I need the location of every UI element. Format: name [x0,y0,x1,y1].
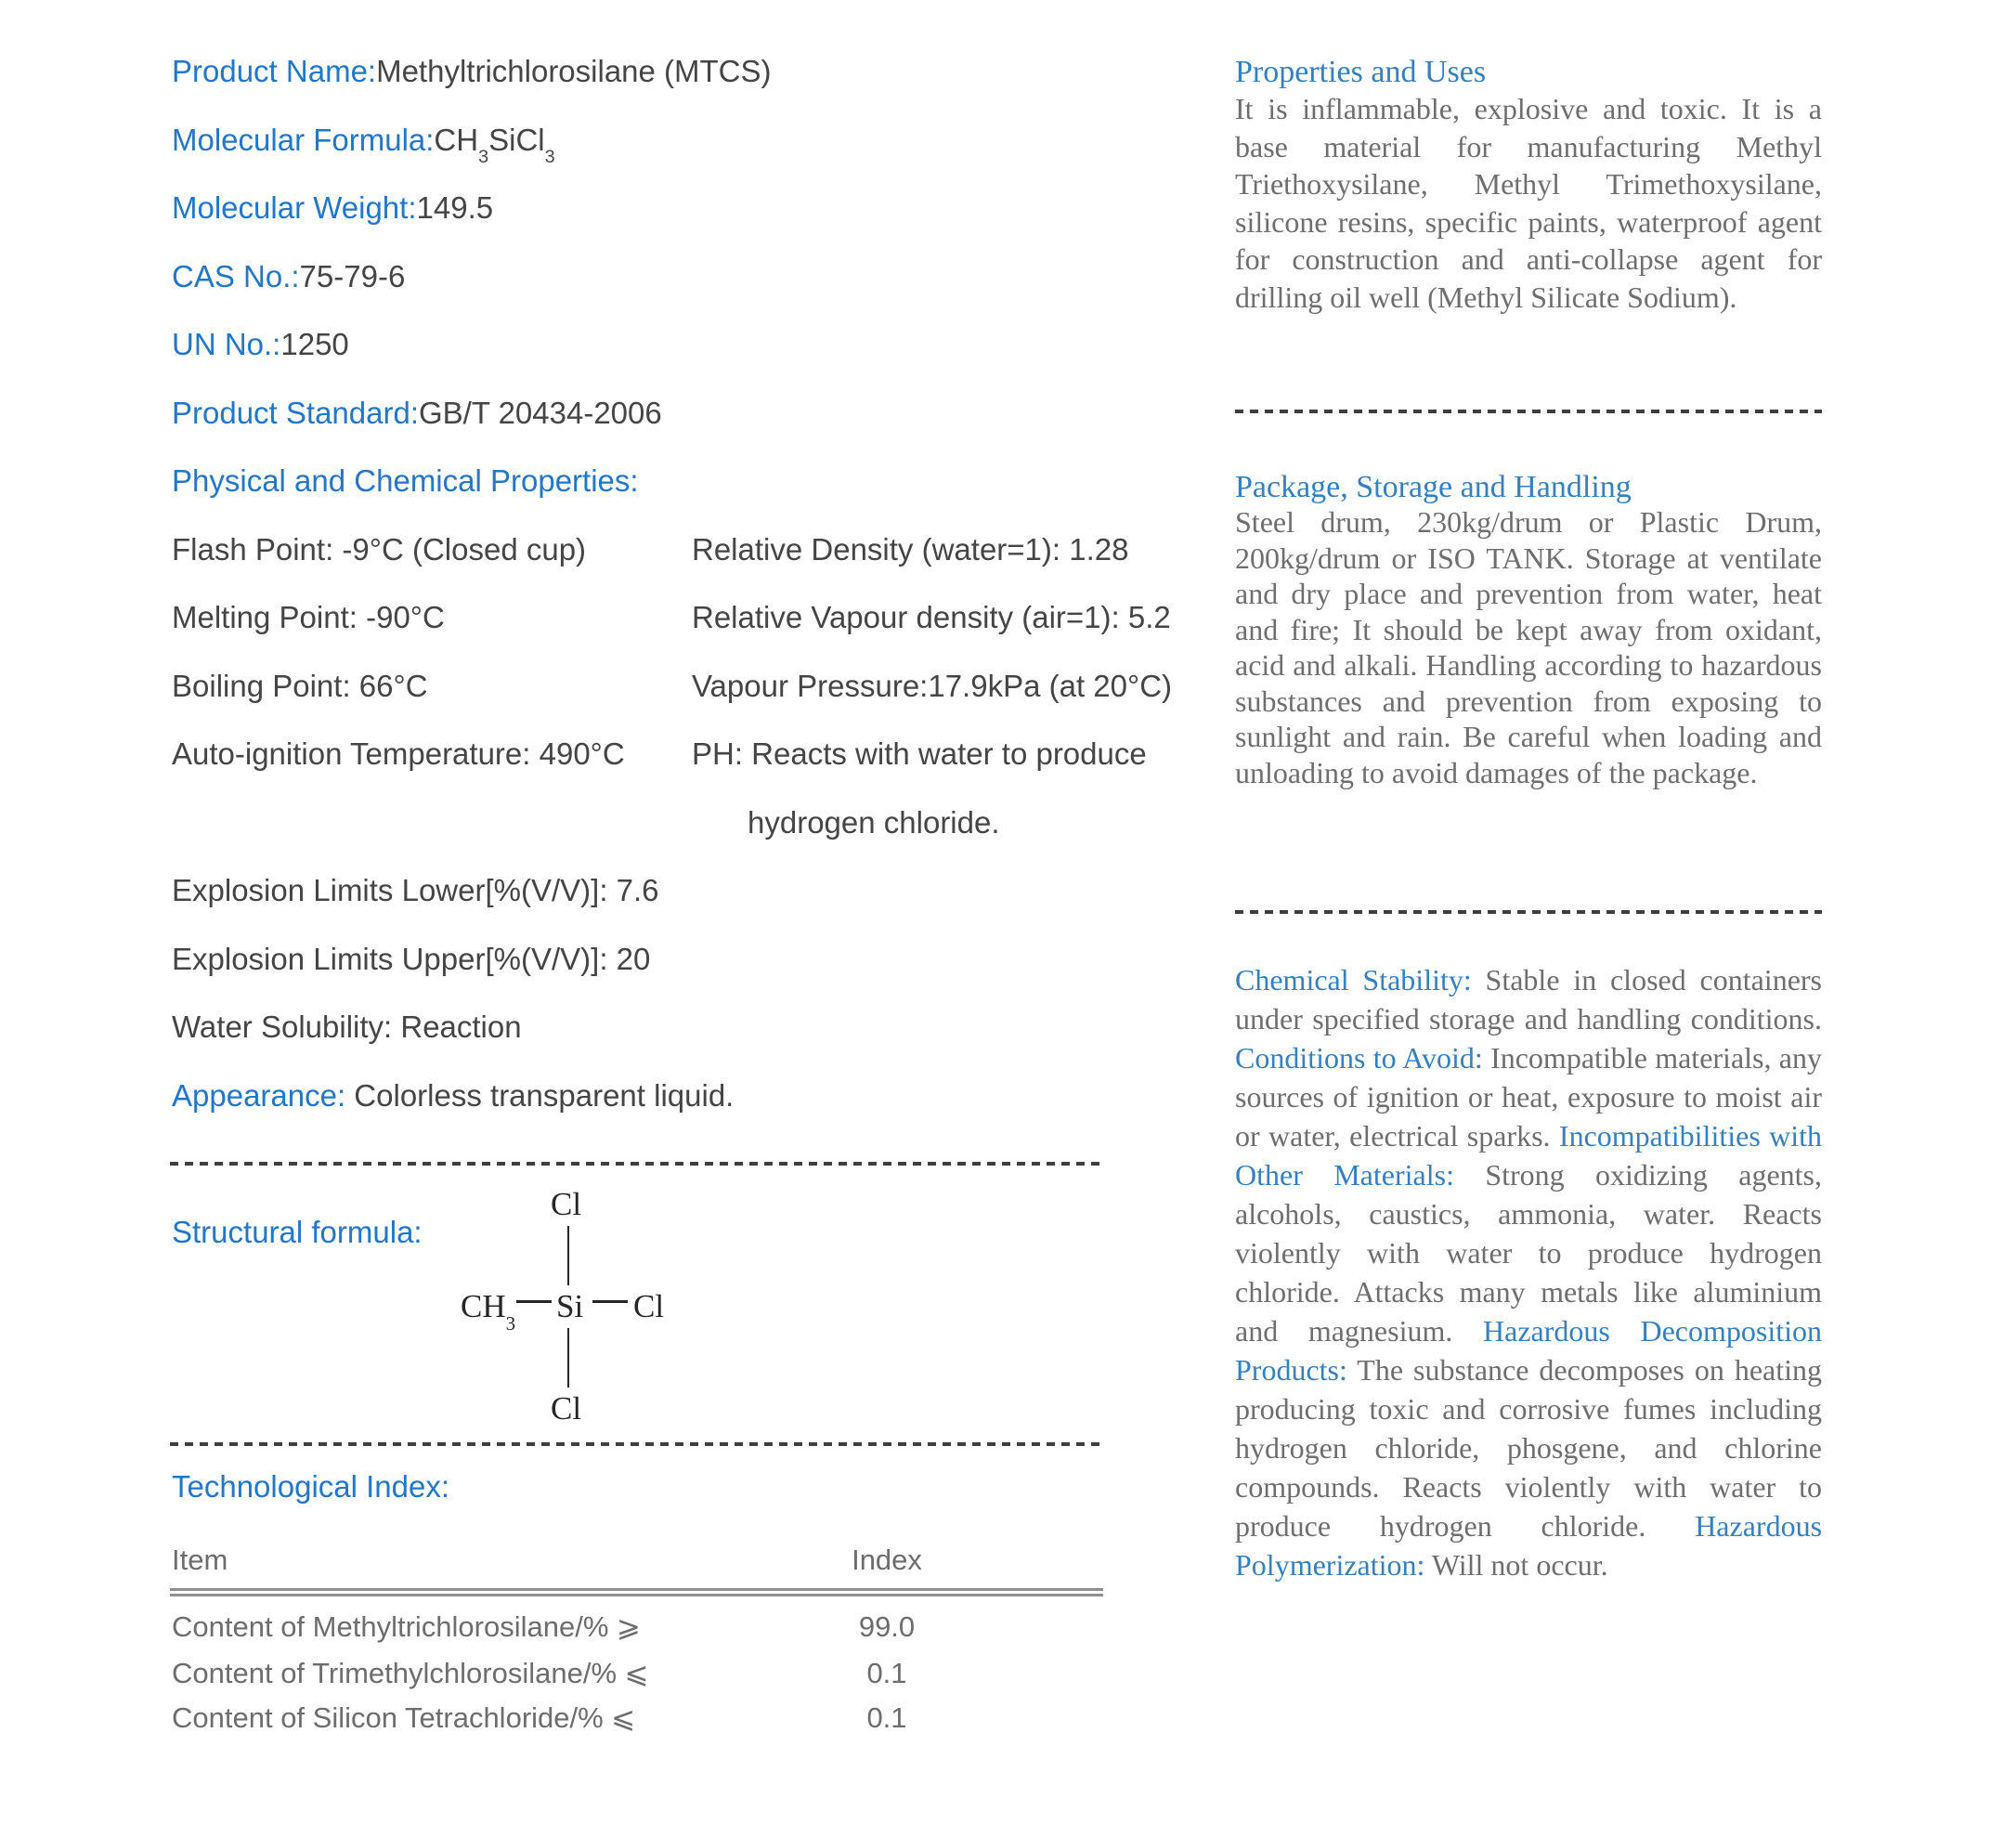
structure-ch-subscript: 3 [505,1311,516,1335]
package-storage-heading: Package, Storage and Handling [1235,470,1632,504]
table-header-index: Index [852,1544,922,1576]
chemical-stability-label: Chemical Stability: [1235,963,1472,997]
chemical-stability-text: Stable in closed containers under specified storage and handling conditions. [1235,963,1822,1036]
ph-line-2: hydrogen chloride. [748,804,1000,840]
table-cell-item: Content of Trimethylchlorosilane/% [172,1657,625,1689]
gte-symbol: ⩾ [617,1610,641,1644]
hazardous-decomposition-label: Hazardous Decomposition Products: [1235,1314,1823,1387]
conditions-to-avoid-text: Incompatible materials, any sources of ignition or heat, exposure to moist air or water, electrical sparks. [1235,1041,1823,1153]
vapour-pressure: Vapour Pressure:17.9kPa (at 20°C) [692,668,1173,703]
flash-point: Flash Point: -9°C (Closed cup) [172,531,587,567]
table-row-item [172,1700,635,1737]
conditions-to-avoid-label: Conditions to Avoid: [1235,1041,1483,1075]
molecular-formula-row [172,106,1110,175]
relative-density: Relative Density (water=1): 1.28 [692,531,1129,567]
properties-uses-heading: Properties and Uses [1235,55,1487,89]
table-row-item [172,1655,649,1692]
structure-ch: CH [461,1288,506,1324]
dashed-separator [1235,410,1822,413]
hazardous-polymerization-text: Will not occur. [1424,1548,1608,1582]
ph-line-1: PH: Reacts with water to produce [692,736,1147,771]
water-solubility: Water Solubility: Reaction [172,1010,522,1044]
technological-index-heading: Technological Index: [172,1469,450,1504]
phys-row-3 [172,652,1173,721]
product-standard-label: Product Standard: [172,395,419,430]
left-column [172,37,1173,1129]
explosion-limits-upper: Explosion Limits Upper[%(V/V)]: 20 [172,941,651,976]
structure-bond-horizontal [516,1300,552,1303]
auto-ignition-temperature: Auto-ignition Temperature: 490°C [172,736,625,771]
incompatibilities-text: Strong oxidizing agents, alcohols, caustics, ammonia, water. Reacts violently with water to produce hydrogen chloride. Attacks many metals like aluminium and magnesium. [1235,1158,1822,1348]
product-name-label: Product Name: [172,54,377,88]
structure-atom-si: Si [556,1288,584,1324]
phys-row-4 [172,720,1147,788]
table-double-rule [170,1588,1103,1596]
molecular-weight-label: Molecular Weight: [172,190,417,225]
cas-value: 75-79-6 [299,258,406,293]
explosion-limits-lower: Explosion Limits Lower[%(V/V)]: 7.6 [172,873,659,907]
formula-part: CH [434,122,479,157]
structure-atom-cl-bottom: Cl [551,1390,582,1427]
table-cell-item: Content of Methyltrichlorosilane/% [172,1610,618,1643]
hazardous-decomposition-text: The substance decomposes on heating producing toxic and corrosive fumes including hydrogen chloride, phosgene, and chlorine compounds. Reacts violently with water to produce hydrogen chloride. [1235,1353,1822,1543]
formula-part: SiCl [488,122,545,157]
table-cell-item: Content of Silicon Tetrachloride/% [172,1701,612,1734]
formula-subscript: 3 [544,146,555,167]
product-name-row [172,37,1110,106]
lte-symbol: ⩽ [624,1657,649,1690]
cas-row [172,242,1110,311]
melting-point: Melting Point: -90°C [172,600,445,634]
relative-vapour-density: Relative Vapour density (air=1): 5.2 [692,600,1171,634]
boiling-point: Boiling Point: 66°C [172,668,428,703]
un-row [172,310,1110,379]
product-standard-row [172,379,1110,448]
structure-group-ch3 [461,1287,516,1335]
molecular-formula-value [434,122,555,167]
dashed-separator [1235,910,1822,914]
structure-bond-vertical [567,1328,569,1388]
properties-uses-body: It is inflammable, explosive and toxic. It is a base material for manufacturing Methyl Triethoxysilane, Methyl Trimethoxysilane, silicone resins, specific paints, waterproof agent for construction and anti-collapse agent for drilling oil well (Methyl Silicate Sodium). [1235,92,1822,314]
dashed-separator [170,1162,1103,1166]
table-cell-value: 0.1 [866,1657,907,1689]
structural-formula-label: Structural formula: [172,1215,423,1249]
stability-section [1235,960,1822,1584]
phys-row-1 [172,515,1129,584]
structure-atom-cl-right: Cl [633,1288,665,1324]
molecular-formula-label: Molecular Formula: [172,122,435,157]
appearance-row [172,1062,1110,1130]
appearance-label: Appearance: [172,1077,346,1113]
molecular-weight-value: 149.5 [416,190,494,225]
lte-symbol: ⩽ [611,1701,636,1735]
package-storage-body: Steel drum, 230kg/drum or Plastic Drum, 200kg/drum or ISO TANK. Storage at ventilate and dry place and prevention from water, heat and fire; It should be kept away from oxidant, acid and alkali. Handling according to hazardous substances and prevention from exposing to sunlight and rain. Be careful when loading and unloading to avoid damages of the package. [1235,505,1822,789]
phys-row-5 [172,788,1110,857]
table-cell-value: 99.0 [858,1610,916,1643]
product-standard-value: GB/T 20434-2006 [419,395,662,430]
un-value: 1250 [280,327,349,361]
formula-subscript: 3 [478,146,489,167]
product-name-value: Methyltrichlorosilane (MTCS) [376,54,772,88]
hazardous-polymerization-label: Hazardous Polymerization: [1235,1509,1823,1582]
structure-bond-vertical [567,1226,569,1285]
phys-row-2 [172,583,1171,652]
table-header-item: Item [172,1544,228,1576]
phys-chem-heading [172,447,1110,515]
dashed-separator [170,1442,1103,1446]
table-cell-value: 0.1 [866,1701,907,1734]
appearance-value: Colorless transparent liquid. [345,1077,735,1113]
phys-chem-heading-text: Physical and Chemical Properties: [172,463,639,498]
incompatibilities-label: Incompatibilities with Other Materials: [1235,1119,1823,1192]
cas-label: CAS No.: [172,258,300,293]
un-label: UN No.: [172,327,281,361]
structure-bond-horizontal [592,1300,628,1303]
molecular-weight-row [172,174,1110,242]
structure-atom-cl-top: Cl [551,1186,582,1222]
table-row-item [172,1609,641,1646]
